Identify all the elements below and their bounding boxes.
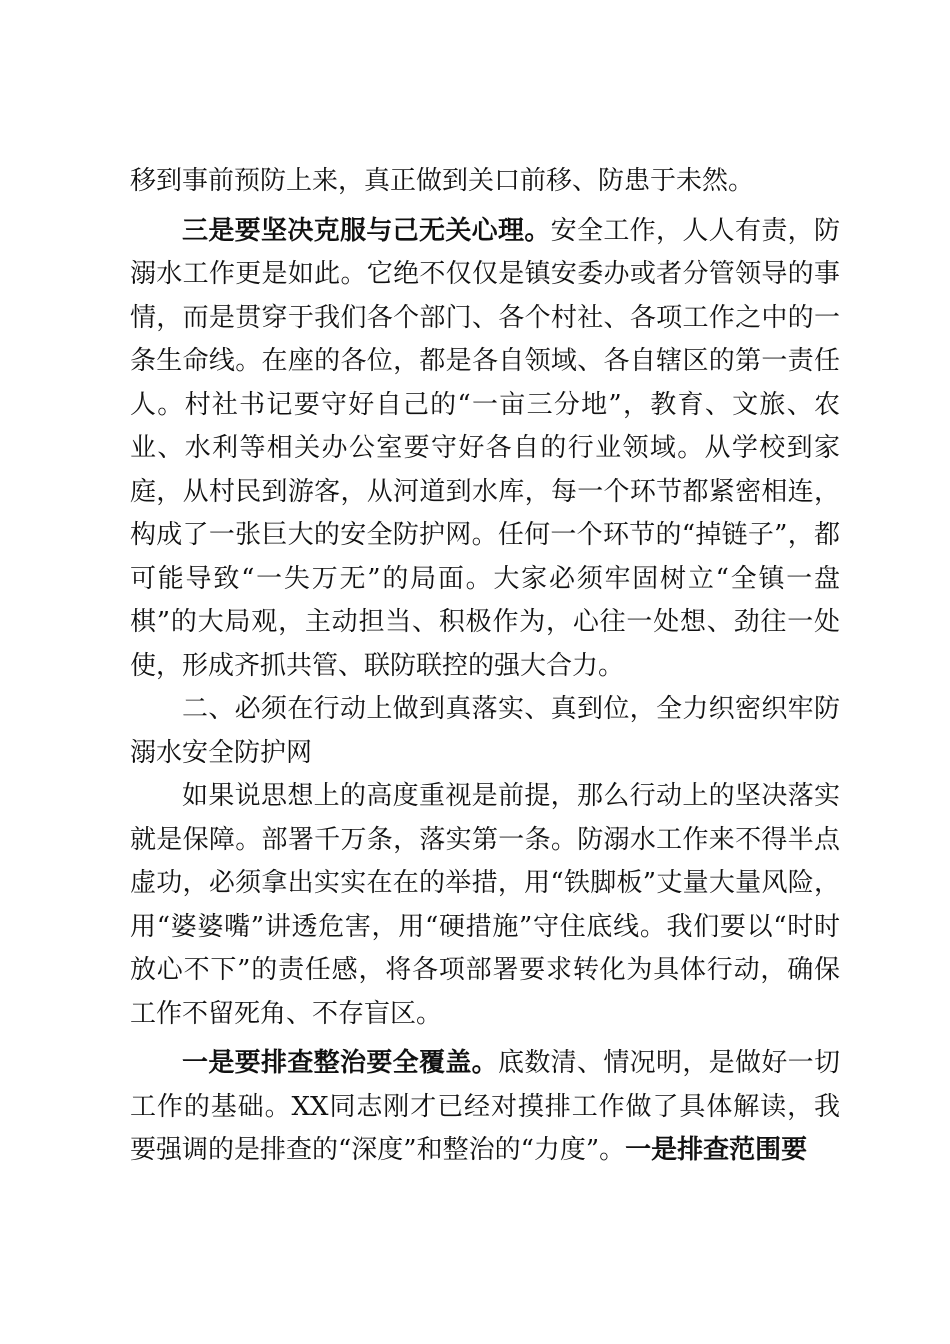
paragraph-continuation [130,160,840,204]
paragraph-intro-action [130,775,840,1036]
section-heading-text: 二、必须在行动上做到真落实、真到位，全力织密织牢防溺水安全防护网 [130,694,840,768]
paragraph-subheading-bold: 一是排查范围要 [625,1135,808,1165]
paragraph-heading-bold: 一是要排查整治要全覆盖。 [182,1048,498,1078]
paragraph-point-three [130,210,840,689]
paragraph-heading-bold: 三是要坚决克服与己无关心理。 [182,215,551,246]
paragraph-text: 安全工作，人人有责，防溺水工作更是如此。它绝不仅仅是镇安委办或者分管领导的事情，而是贯穿于我们各个部门、各个村社、各项工作之中的一条生命线。在座的各位，都是各自领域、各自辖区的第一责任人。村社书记要守好自己的“一亩三分地”，教育、文旅、农业、水利等相关办公室要守好各自的行业领域。从学校到家庭，从村民到游客，从河道到水库，每一个环节都紧密相连，构成了一张巨大的安全防护网。任何一个环节的“掉链子”，都可能导致“一失万无”的局面。大家必须牢固树立“全镇一盘棋”的大局观，主动担当、积极作为，心往一处想、劲往一处使，形成齐抓共管、联防联控的强大合力。 [130,215,840,681]
paragraph-point-one [130,1042,840,1173]
document-body [130,160,840,1173]
section-heading-two [130,688,840,775]
paragraph-text: 移到事前预防上来，真正做到关口前移、防患于未然。 [130,166,755,196]
paragraph-text: 底数清、情况明，是做好一切工作的基础。XX同志刚才已经对摸排工作做了具体解读，我要强调的是排查的“深度”和整治的“力度”。 [130,1048,840,1165]
paragraph-text: 如果说思想上的高度重视是前提，那么行动上的坚决落实就是保障。部署千万条，落实第一条。防溺水工作来不得半点虚功，必须拿出实实在在的举措，用“铁脚板”丈量大量风险，用“婆婆嘴”讲透危害，用“硬措施”守住底线。我们要以“时时放心不下”的责任感，将各项部署要求转化为具体行动，确保工作不留死角、不存盲区。 [130,781,840,1029]
